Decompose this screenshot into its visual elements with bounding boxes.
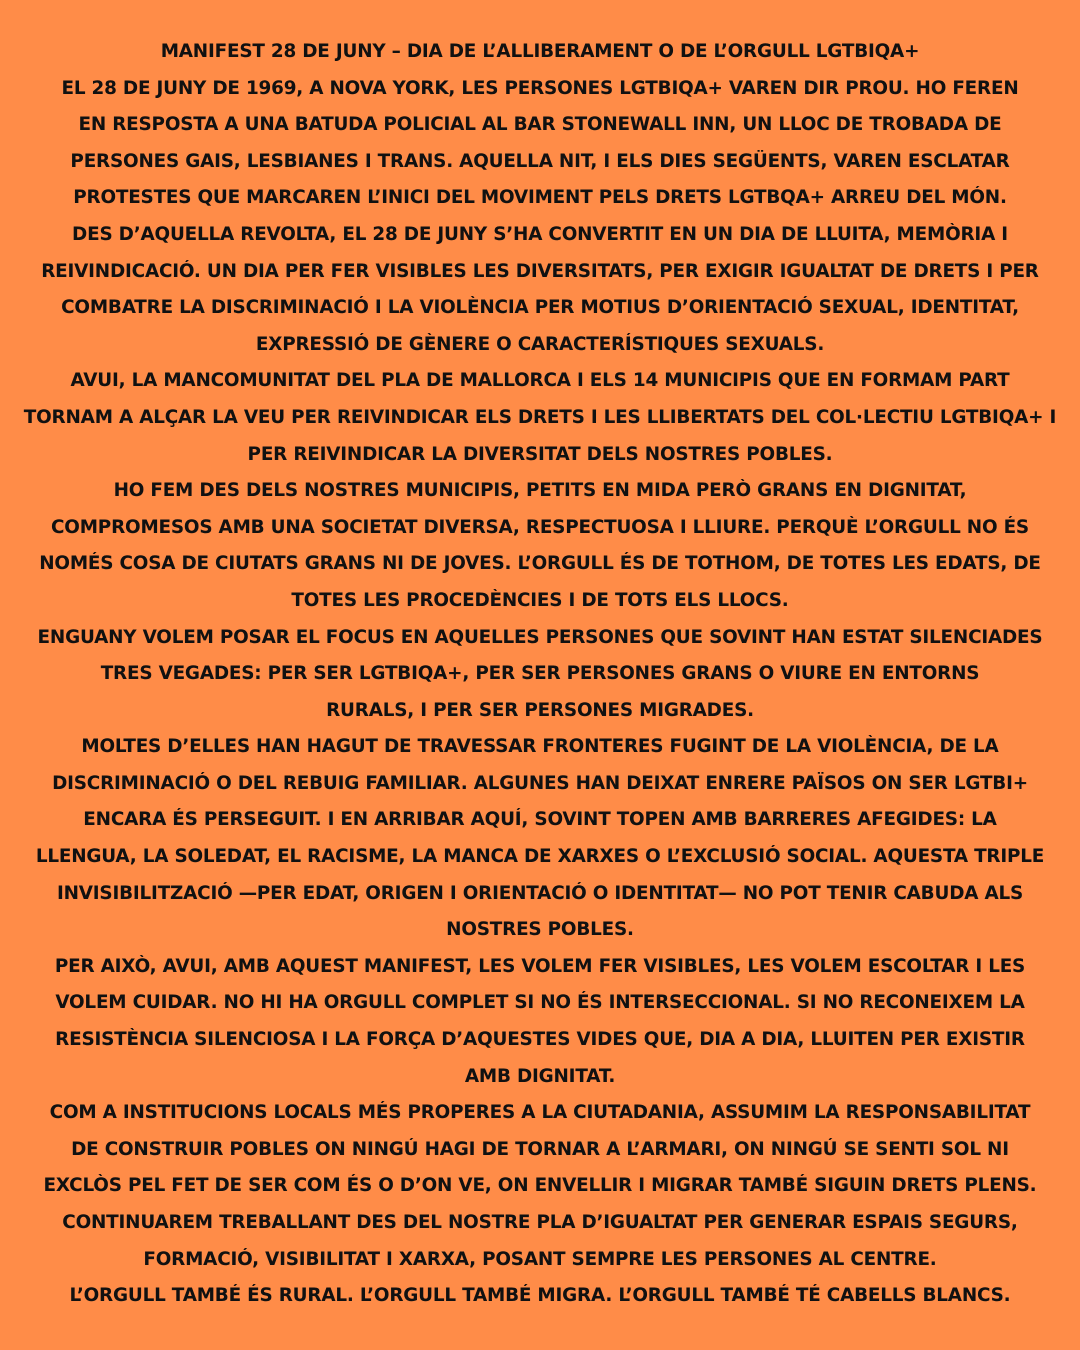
manifest-line: TORNAM A ALÇAR LA VEU PER REIVINDICAR ELS DRETS I LES LLIBERTATS DEL COL·LECTIU LGTBIQA+ I: [23, 406, 1057, 428]
manifest-line: EXCLÒS PEL FET DE SER COM ÉS O D’ON VE, ON ENVELLIR I MIGRAR TAMBÉ SIGUIN DRETS PLENS.: [43, 1175, 1037, 1197]
manifest-line: AVUI, LA MANCOMUNITAT DEL PLA DE MALLORCA I ELS 14 MUNICIPIS QUE EN FORMAM PART: [70, 370, 1010, 392]
manifest-line: AMB DIGNITAT.: [464, 1065, 616, 1087]
manifest-line: EL 28 DE JUNY DE 1969, A NOVA YORK, LES PERSONES LGTBIQA+ VAREN DIR PROU. HO FEREN: [61, 77, 1019, 99]
manifest-line: CONTINUAREM TREBALLANT DES DEL NOSTRE PLA D’IGUALTAT PER GENERAR ESPAIS SEGURS,: [62, 1212, 1018, 1233]
manifest-line: NOMÉS COSA DE CIUTATS GRANS NI DE JOVES. L’ORGULL ÉS DE TOTHOM, DE TOTES LES EDATS, DE: [39, 553, 1041, 575]
manifest-text: [0, 34, 1080, 1315]
manifest-line: TRES VEGADES: PER SER LGTBIQA+, PER SER PERSONES GRANS O VIURE EN ENTORNS: [100, 663, 980, 685]
manifest-line: HO FEM DES DELS NOSTRES MUNICIPIS, PETITS EN MIDA PERÒ GRANS EN DIGNITAT,: [113, 480, 967, 502]
manifest-line: LLENGUA, LA SOLEDAT, EL RACISME, LA MANCA DE XARXES O L’EXCLUSIÓ SOCIAL. AQUESTA TRIPLE: [35, 846, 1045, 868]
manifest-line: RESISTÈNCIA SILENCIOSA I LA FORÇA D’AQUESTES VIDES QUE, DIA A DIA, LLUITEN PER EXISTIR: [55, 1029, 1025, 1051]
manifest-line: COM A INSTITUCIONS LOCALS MÉS PROPERES A LA CIUTADANIA, ASSUMIM LA RESPONSABILITAT: [49, 1102, 1031, 1124]
manifest-line: FORMACIÓ, VISIBILITAT I XARXA, POSANT SEMPRE LES PERSONES AL CENTRE.: [143, 1248, 937, 1270]
manifest-line: ENCARA ÉS PERSEGUIT. I EN ARRIBAR AQUÍ, SOVINT TOPEN AMB BARRERES AFEGIDES: LA: [83, 809, 997, 831]
manifest-line: DE CONSTRUIR POBLES ON NINGÚ HAGI DE TORNAR A L’ARMARI, ON NINGÚ SE SENTI SOL NI: [71, 1138, 1009, 1160]
manifest-line: COMBATRE LA DISCRIMINACIÓ I LA VIOLÈNCIA PER MOTIUS D’ORIENTACIÓ SEXUAL, IDENTITAT,: [61, 297, 1019, 319]
manifest-line: TOTES LES PROCEDÈNCIES I DE TOTS ELS LLOCS.: [291, 589, 789, 611]
manifest-line: PER AIXÒ, AVUI, AMB AQUEST MANIFEST, LES VOLEM FER VISIBLES, LES VOLEM ESCOLTAR I LES: [54, 955, 1026, 977]
manifest-line: NOSTRES POBLES.: [446, 919, 634, 941]
manifest-line: REIVINDICACIÓ. UN DIA PER FER VISIBLES LES DIVERSITATS, PER EXIGIR IGUALTAT DE DRETS I PER: [41, 260, 1039, 282]
manifest-line: L’ORGULL TAMBÉ ÉS RURAL. L’ORGULL TAMBÉ MIGRA. L’ORGULL TAMBÉ TÉ CABELLS BLANCS.: [69, 1285, 1011, 1307]
manifest-line: RURALS, I PER SER PERSONES MIGRADES.: [326, 699, 754, 721]
manifest-line: VOLEM CUIDAR. NO HI HA ORGULL COMPLET SI NO ÉS INTERSECCIONAL. SI NO RECONEIXEM LA: [55, 992, 1025, 1014]
manifest-title: MANIFEST 28 DE JUNY – DIA DE L’ALLIBERAMENT O DE L’ORGULL LGTBIQA+: [160, 41, 920, 62]
manifest-line: EN RESPOSTA A UNA BATUDA POLICIAL AL BAR STONEWALL INN, UN LLOC DE TROBADA DE: [78, 114, 1002, 136]
manifest-line: COMPROMESOS AMB UNA SOCIETAT DIVERSA, RESPECTUOSA I LLIURE. PERQUÈ L’ORGULL NO ÉS: [51, 516, 1029, 538]
manifest-line: DES D’AQUELLA REVOLTA, EL 28 DE JUNY S’HA CONVERTIT EN UN DIA DE LLUITA, MEMÒRIA I: [72, 223, 1008, 245]
manifest-line: ENGUANY VOLEM POSAR EL FOCUS EN AQUELLES PERSONES QUE SOVINT HAN ESTAT SILENCIADES: [37, 626, 1043, 648]
manifest-line: EXPRESSIÓ DE GÈNERE O CARACTERÍSTIQUES SEXUALS.: [255, 333, 825, 355]
manifest-line: INVISIBILITZACIÓ —PER EDAT, ORIGEN I ORIENTACIÓ O IDENTITAT— NO POT TENIR CABUDA ALS: [56, 882, 1024, 904]
manifest-line: PERSONES GAIS, LESBIANES I TRANS. AQUELLA NIT, I ELS DIES SEGÜENTS, VAREN ESCLATAR: [70, 150, 1010, 172]
manifest-line: PER REIVINDICAR LA DIVERSITAT DELS NOSTRES POBLES.: [247, 443, 833, 465]
manifest-line: MOLTES D’ELLES HAN HAGUT DE TRAVESSAR FRONTERES FUGINT DE LA VIOLÈNCIA, DE LA: [81, 736, 999, 758]
manifest-line: DISCRIMINACIÓ O DEL REBUIG FAMILIAR. ALGUNES HAN DEIXAT ENRERE PAÏSOS ON SER LGTBI+: [52, 772, 1028, 794]
manifest-line: PROTESTES QUE MARCAREN L’INICI DEL MOVIMENT PELS DRETS LGTBQA+ ARREU DEL MÓN.: [73, 187, 1007, 209]
